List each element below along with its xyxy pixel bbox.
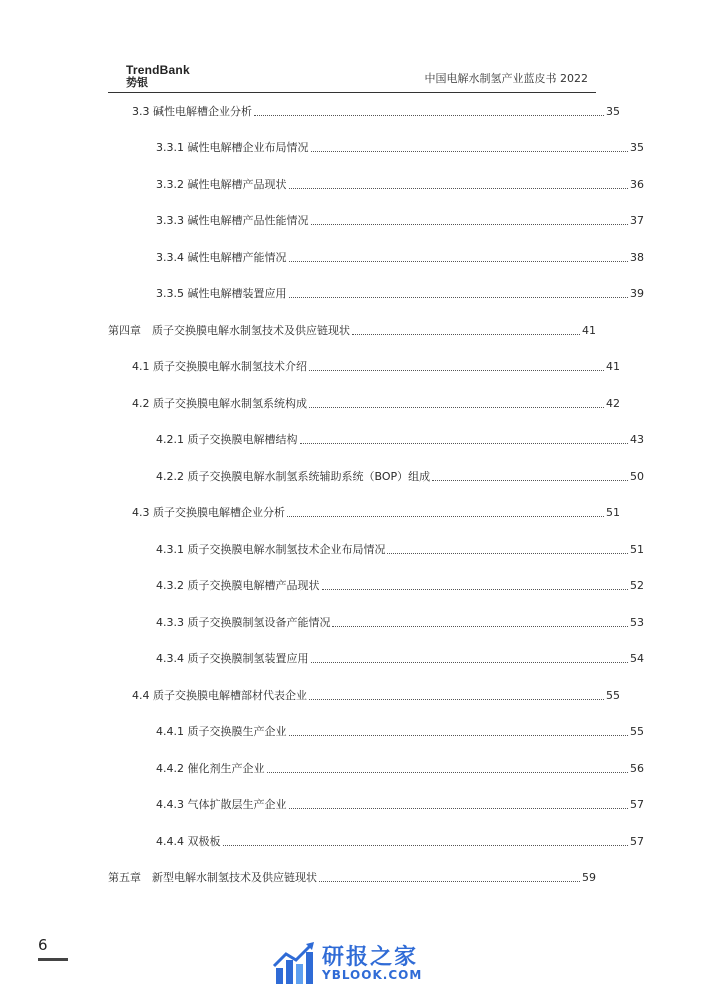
bar-chart-arrow-icon [272,942,318,986]
toc-leader [289,807,629,809]
toc-entry-title: 3.3.4 碱性电解槽产能情况 [156,251,287,264]
toc-entry[interactable] [108,469,644,485]
toc-leader [300,442,629,444]
toc-entry-page: 36 [630,178,644,191]
toc-entry[interactable] [108,177,644,193]
page-number-underline [38,958,68,961]
toc-entry-title: 4.2.2 质子交换膜电解水制氢系统辅助系统（BOP）组成 [156,470,431,483]
toc-entry[interactable] [108,104,620,120]
toc-entry[interactable] [108,542,644,558]
toc-leader [289,260,629,262]
toc-leader [289,187,629,189]
toc-entry-title: 3.3.3 碱性电解槽产品性能情况 [156,214,309,227]
toc-leader [311,223,629,225]
brand-logo [126,64,190,88]
toc-leader [309,369,604,371]
toc-entry[interactable] [108,140,644,156]
toc-entry[interactable] [108,651,644,667]
toc-entry-page: 51 [630,543,644,556]
toc-leader [309,698,604,700]
document-title: 中国电解水制氢产业蓝皮书 2022 [424,72,588,85]
toc-entry-title: 4.3.4 质子交换膜制氢装置应用 [156,652,309,665]
toc-entry[interactable] [108,250,644,266]
toc-entry-page: 35 [630,141,644,154]
toc-entry-page: 57 [630,835,644,848]
toc-leader [309,406,604,408]
toc-entry-title: 4.4.1 质子交换膜生产企业 [156,725,287,738]
toc-leader [287,515,604,517]
toc-entry[interactable] [108,286,644,302]
toc-leader [223,844,629,846]
toc-entry-page: 59 [582,871,596,884]
toc-entry-title: 4.2.1 质子交换膜电解槽结构 [156,433,298,446]
watermark-logo [272,938,432,988]
toc-entry-title: 3.3.5 碱性电解槽装置应用 [156,287,287,300]
toc-entry-page: 56 [630,762,644,775]
toc-entry-page: 42 [606,397,620,410]
toc-entry[interactable] [108,724,644,740]
logo-text-en: YBLOOK.COM [322,968,423,982]
toc-entry-title: 第五章 新型电解水制氢技术及供应链现状 [108,871,317,884]
toc-leader [311,661,629,663]
toc-entry[interactable] [108,213,644,229]
toc-entry-title: 4.3 质子交换膜电解槽企业分析 [132,506,285,519]
toc-chapter-entry[interactable] [108,323,596,339]
toc-leader [289,296,629,298]
toc-entry-page: 55 [606,689,620,702]
toc-entry[interactable] [108,797,644,813]
toc-entry-page: 38 [630,251,644,264]
toc-leader [322,588,629,590]
toc-leader [311,150,629,152]
toc-leader [332,625,628,627]
toc-entry-title: 4.3.1 质子交换膜电解水制氢技术企业布局情况 [156,543,386,556]
toc-entry-title: 3.3.2 碱性电解槽产品现状 [156,178,287,191]
toc-entry[interactable] [108,834,644,850]
toc-entry-page: 35 [606,105,620,118]
toc-entry-title: 4.4 质子交换膜电解槽部材代表企业 [132,689,307,702]
brand-name-cn: 势银 [126,76,148,89]
toc-leader [432,479,628,481]
toc-entry-page: 54 [630,652,644,665]
toc-entry-page: 41 [582,324,596,337]
page-header [108,60,596,93]
toc-entry-page: 53 [630,616,644,629]
toc-entry[interactable] [108,359,620,375]
toc-entry-title: 3.3 碱性电解槽企业分析 [132,105,252,118]
toc-leader [289,734,629,736]
toc-entry-page: 51 [606,506,620,519]
toc-entry-title: 4.4.2 催化剂生产企业 [156,762,265,775]
toc-entry-page: 41 [606,360,620,373]
toc-entry[interactable] [108,761,644,777]
toc-leader [319,880,580,882]
toc-entry[interactable] [108,396,620,412]
toc-entry-page: 50 [630,470,644,483]
toc-entry-title: 4.3.2 质子交换膜电解槽产品现状 [156,579,320,592]
toc-leader [352,333,580,335]
toc-entry-title: 4.4.3 气体扩散层生产企业 [156,798,287,811]
toc-leader [267,771,629,773]
toc-entry-page: 52 [630,579,644,592]
toc-entry[interactable] [108,615,644,631]
brand-name-en: TrendBank [126,63,190,77]
toc-entry-page: 37 [630,214,644,227]
toc-entry[interactable] [108,432,644,448]
toc-entry-page: 39 [630,287,644,300]
toc-entry[interactable] [108,688,620,704]
logo-text-cn: 研报之家 [322,945,419,970]
toc-entry-page: 55 [630,725,644,738]
toc-leader [254,114,604,116]
toc-entry[interactable] [108,505,620,521]
toc-entry-title: 4.2 质子交换膜电解水制氢系统构成 [132,397,307,410]
toc-entry[interactable] [108,578,644,594]
toc-entry-title: 4.4.4 双极板 [156,835,221,848]
toc-entry-title: 第四章 质子交换膜电解水制氢技术及供应链现状 [108,324,350,337]
toc-entry-page: 57 [630,798,644,811]
toc-leader [387,552,628,554]
toc-entry-title: 3.3.1 碱性电解槽企业布局情况 [156,141,309,154]
toc-entry-page: 43 [630,433,644,446]
toc-chapter-entry[interactable] [108,870,596,886]
page-number: 6 [38,936,48,954]
toc-entry-title: 4.1 质子交换膜电解水制氢技术介绍 [132,360,307,373]
toc-entry-title: 4.3.3 质子交换膜制氢设备产能情况 [156,616,331,629]
